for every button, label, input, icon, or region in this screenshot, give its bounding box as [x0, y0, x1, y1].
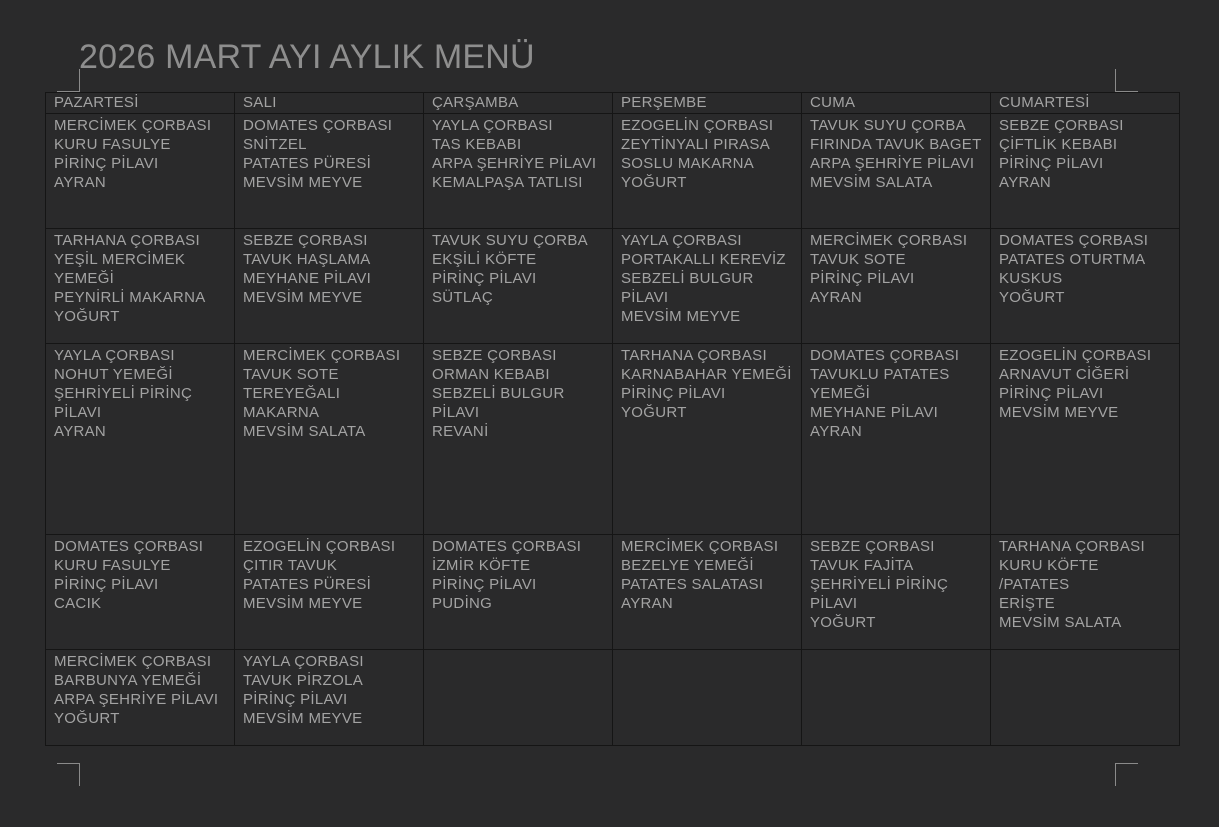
crop-mark-bottom-right: [1115, 763, 1138, 786]
menu-item: MEVSİM MEYVE: [621, 308, 741, 325]
day-header-tuesday: SALI: [235, 93, 424, 114]
menu-item: KUSKUS: [999, 270, 1063, 287]
menu-item: EZOGELİN ÇORBASI: [621, 117, 774, 134]
menu-item: MERCİMEK ÇORBASI: [810, 232, 968, 249]
menu-item: AYRAN: [621, 595, 674, 612]
day-header-friday: CUMA: [802, 93, 991, 114]
crop-mark-top-right: [1115, 69, 1138, 92]
menu-item: MEVSİM SALATA: [243, 423, 366, 440]
menu-cell: [46, 344, 235, 535]
week-row: [46, 650, 1180, 746]
menu-item: MEVSİM SALATA: [810, 174, 933, 191]
menu-item: MEVSİM MEYVE: [243, 710, 363, 727]
menu-item: YOĞURT: [54, 710, 120, 727]
menu-item: SEBZELİ BULGUR: [621, 270, 754, 287]
menu-cell: [613, 229, 802, 344]
menu-item: FIRINDA TAVUK BAGET: [810, 136, 982, 153]
day-header-saturday: CUMARTESİ: [991, 93, 1180, 114]
menu-item: KURU FASULYE: [54, 136, 171, 153]
menu-item: MEVSİM MEYVE: [243, 174, 363, 191]
menu-cell: [802, 650, 991, 746]
menu-item: MAKARNA: [243, 404, 320, 421]
menu-item: KEMALPAŞA TATLISI: [432, 174, 583, 191]
menu-item: PORTAKALLI KEREVİZ: [621, 251, 786, 268]
menu-item: DOMATES ÇORBASI: [810, 347, 960, 364]
menu-item: AYRAN: [54, 174, 107, 191]
menu-item: YOĞURT: [621, 174, 687, 191]
menu-item: YAYLA ÇORBASI: [621, 232, 742, 249]
menu-item: AYRAN: [54, 423, 107, 440]
menu-item: PİLAVI: [432, 404, 480, 421]
menu-item: ARPA ŞEHRİYE PİLAVI: [54, 691, 219, 708]
day-header-thursday: PERŞEMBE: [613, 93, 802, 114]
menu-item: TARHANA ÇORBASI: [621, 347, 767, 364]
menu-cell: [424, 229, 613, 344]
menu-item: KARNABAHAR YEMEĞİ: [621, 366, 792, 383]
menu-item: PEYNİRLİ MAKARNA: [54, 289, 206, 306]
page-title: 2026 MART AYI AYLIK MENÜ: [79, 38, 535, 76]
menu-cell: [613, 535, 802, 650]
menu-item: EZOGELİN ÇORBASI: [243, 538, 396, 555]
menu-cell: [424, 650, 613, 746]
menu-item: SEBZELİ BULGUR: [432, 385, 565, 402]
menu-item: PİRİNÇ PİLAVI: [54, 155, 159, 172]
menu-item: PİRİNÇ PİLAVI: [999, 385, 1104, 402]
menu-item: TAVUK SUYU ÇORBA: [810, 117, 966, 134]
menu-cell: [802, 114, 991, 229]
menu-cell: [424, 535, 613, 650]
menu-cell: [46, 650, 235, 746]
menu-item: İZMİR KÖFTE: [432, 557, 531, 574]
menu-cell: [46, 114, 235, 229]
week-row: [46, 535, 1180, 650]
menu-item: TAVUK FAJİTA: [810, 557, 914, 574]
day-header-wednesday: ÇARŞAMBA: [424, 93, 613, 114]
menu-item: ÇİFTLİK KEBABI: [999, 136, 1118, 153]
menu-cell: [613, 344, 802, 535]
menu-item: PİLAVI: [54, 404, 102, 421]
menu-item: YEMEĞİ: [810, 385, 871, 402]
menu-item: YAYLA ÇORBASI: [243, 653, 364, 670]
menu-item: SOSLU MAKARNA: [621, 155, 755, 172]
menu-item: MEYHANE PİLAVI: [243, 270, 372, 287]
menu-item: MERCİMEK ÇORBASI: [243, 347, 401, 364]
menu-item: ŞEHRİYELİ PİRİNÇ: [54, 385, 193, 402]
menu-item: TARHANA ÇORBASI: [999, 538, 1145, 555]
menu-item: EKŞİLİ KÖFTE: [432, 251, 537, 268]
menu-cell: [235, 344, 424, 535]
menu-item: PATATES PÜRESİ: [243, 155, 372, 172]
menu-cell: [802, 229, 991, 344]
menu-item: SÜTLAÇ: [432, 289, 493, 306]
menu-item: DOMATES ÇORBASI: [999, 232, 1149, 249]
menu-item: AYRAN: [810, 289, 863, 306]
menu-cell: [991, 344, 1180, 535]
menu-item: PİRİNÇ PİLAVI: [432, 576, 537, 593]
menu-item: PATATES OTURTMA: [999, 251, 1146, 268]
menu-item: BARBUNYA YEMEĞİ: [54, 672, 202, 689]
menu-item: NOHUT YEMEĞİ: [54, 366, 173, 383]
menu-item: ZEYTİNYALI PIRASA: [621, 136, 771, 153]
menu-cell: [235, 114, 424, 229]
menu-item: MEVSİM SALATA: [999, 614, 1122, 631]
menu-cell: [235, 650, 424, 746]
menu-item: TAVUK PİRZOLA: [243, 672, 364, 689]
menu-item: ERİŞTE: [999, 595, 1055, 612]
menu-cell: [46, 535, 235, 650]
menu-item: ARNAVUT CİĞERİ: [999, 366, 1130, 383]
menu-table: [45, 92, 1180, 746]
menu-cell: [991, 650, 1180, 746]
crop-mark-top-left: [57, 69, 80, 92]
menu-cell: [424, 344, 613, 535]
menu-item: TAVUK SOTE: [243, 366, 339, 383]
menu-item: PİRİNÇ PİLAVI: [432, 270, 537, 287]
menu-item: TARHANA ÇORBASI: [54, 232, 200, 249]
week-row: [46, 229, 1180, 344]
menu-item: REVANİ: [432, 423, 489, 440]
menu-item: EZOGELİN ÇORBASI: [999, 347, 1152, 364]
menu-item: PUDİNG: [432, 595, 493, 612]
menu-cell: [613, 114, 802, 229]
menu-item: MEVSİM MEYVE: [243, 595, 363, 612]
menu-item: YOĞURT: [999, 289, 1065, 306]
week-row: [46, 114, 1180, 229]
menu-item: KURU KÖFTE: [999, 557, 1099, 574]
menu-item: TAVUK SOTE: [810, 251, 906, 268]
menu-cell: [802, 535, 991, 650]
menu-item: KURU FASULYE: [54, 557, 171, 574]
week-row: [46, 344, 1180, 535]
menu-cell: [235, 229, 424, 344]
menu-cell: [613, 650, 802, 746]
menu-item: TEREYEĞALI: [243, 385, 341, 402]
menu-item: PATATES PÜRESİ: [243, 576, 372, 593]
menu-item: ARPA ŞEHRİYE PİLAVI: [810, 155, 975, 172]
menu-item: SEBZE ÇORBASI: [810, 538, 935, 555]
menu-item: TAVUK SUYU ÇORBA: [432, 232, 588, 249]
menu-item: SEBZE ÇORBASI: [432, 347, 557, 364]
menu-cell: [424, 114, 613, 229]
menu-item: MERCİMEK ÇORBASI: [54, 117, 212, 134]
menu-item: PATATES SALATASI: [621, 576, 764, 593]
menu-item: SEBZE ÇORBASI: [999, 117, 1124, 134]
menu-item: TAS KEBABI: [432, 136, 522, 153]
menu-item: MEVSİM MEYVE: [999, 404, 1119, 421]
menu-item: YOĞURT: [54, 308, 120, 325]
menu-item: DOMATES ÇORBASI: [243, 117, 393, 134]
menu-item: SEBZE ÇORBASI: [243, 232, 368, 249]
menu-item: YOĞURT: [621, 404, 687, 421]
menu-item: YAYLA ÇORBASI: [54, 347, 175, 364]
menu-item: MERCİMEK ÇORBASI: [54, 653, 212, 670]
menu-item: DOMATES ÇORBASI: [54, 538, 204, 555]
menu-item: PİRİNÇ PİLAVI: [810, 270, 915, 287]
menu-cell: [46, 229, 235, 344]
menu-item: YEŞİL MERCİMEK: [54, 251, 186, 268]
menu-item: TAVUK HAŞLAMA: [243, 251, 371, 268]
menu-item: YAYLA ÇORBASI: [432, 117, 553, 134]
menu-item: /PATATES: [999, 576, 1070, 593]
menu-item: YEMEĞİ: [54, 270, 115, 287]
menu-item: BEZELYE YEMEĞİ: [621, 557, 754, 574]
menu-item: PİRİNÇ PİLAVI: [243, 691, 348, 708]
menu-item: ARPA ŞEHRİYE PİLAVI: [432, 155, 597, 172]
menu-cell: [991, 114, 1180, 229]
menu-cell: [991, 535, 1180, 650]
day-header-monday: PAZARTESİ: [46, 93, 235, 114]
menu-item: DOMATES ÇORBASI: [432, 538, 582, 555]
menu-item: TAVUKLU PATATES: [810, 366, 950, 383]
menu-cell: [802, 344, 991, 535]
menu-item: MERCİMEK ÇORBASI: [621, 538, 779, 555]
menu-item: AYRAN: [810, 423, 863, 440]
menu-item: YOĞURT: [810, 614, 876, 631]
menu-item: MEVSİM MEYVE: [243, 289, 363, 306]
menu-item: PİRİNÇ PİLAVI: [999, 155, 1104, 172]
menu-item: MEYHANE PİLAVI: [810, 404, 939, 421]
menu-item: CACIK: [54, 595, 102, 612]
menu-cell: [991, 229, 1180, 344]
crop-mark-bottom-left: [57, 763, 80, 786]
menu-item: PİLAVI: [621, 289, 669, 306]
menu-item: AYRAN: [999, 174, 1052, 191]
menu-item: PİRİNÇ PİLAVI: [621, 385, 726, 402]
menu-item: ÇITIR TAVUK: [243, 557, 338, 574]
menu-cell: [235, 535, 424, 650]
menu-item: ORMAN KEBABI: [432, 366, 550, 383]
header-row: [46, 93, 1180, 114]
menu-item: PİRİNÇ PİLAVI: [54, 576, 159, 593]
menu-item: ŞEHRİYELİ PİRİNÇ: [810, 576, 949, 593]
menu-item: PİLAVI: [810, 595, 858, 612]
menu-item: SNİTZEL: [243, 136, 307, 153]
